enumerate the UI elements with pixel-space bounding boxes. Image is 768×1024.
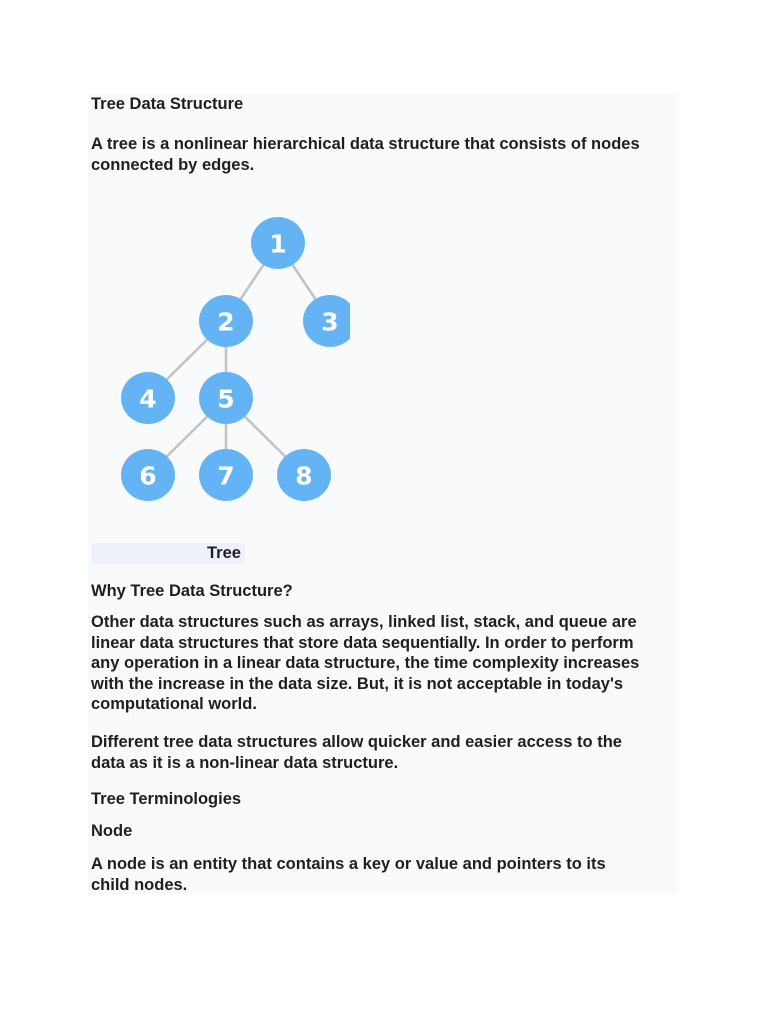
advantage-paragraph bbox=[91, 732, 622, 773]
tree-node-label: 6 bbox=[139, 461, 157, 491]
tree-node-5 bbox=[199, 372, 253, 424]
tree-node-label: 8 bbox=[295, 461, 313, 491]
node-heading: Node bbox=[91, 822, 133, 840]
tree-diagram bbox=[110, 205, 350, 505]
tree-node-label: 5 bbox=[217, 384, 235, 414]
intro-line: A tree is a nonlinear hierarchical data structure that consists of nodes bbox=[91, 135, 640, 153]
tree-edges bbox=[148, 243, 330, 475]
tree-node-label: 1 bbox=[269, 229, 287, 259]
tree-nodes bbox=[121, 217, 350, 501]
tree-node-8 bbox=[277, 449, 331, 501]
why-heading: Why Tree Data Structure? bbox=[91, 582, 293, 600]
intro-line: connected by edges. bbox=[91, 155, 255, 174]
page-title: Tree Data Structure bbox=[91, 95, 244, 113]
tree-node-label: 4 bbox=[139, 384, 157, 414]
why-line: any operation in a linear data structure, the time complexity increases bbox=[91, 654, 640, 672]
why-paragraph bbox=[91, 612, 639, 715]
advantage-line: data as it is a non-linear data structure. bbox=[91, 753, 399, 772]
node-line: A node is an entity that contains a key or value and pointers to its bbox=[91, 855, 606, 873]
why-line: computational world. bbox=[91, 695, 257, 713]
tree-node-3 bbox=[303, 295, 350, 347]
figure-caption: Tree bbox=[207, 544, 241, 562]
tree-node-6 bbox=[121, 449, 175, 501]
tree-node-label: 7 bbox=[217, 461, 235, 491]
why-line: with the increase in the data size. But, it is not acceptable in today's bbox=[91, 674, 624, 693]
why-line: Other data structures such as arrays, linked list, stack, and queue are bbox=[91, 613, 637, 631]
intro-paragraph bbox=[91, 134, 640, 175]
tree-node-label: 3 bbox=[321, 307, 339, 337]
terminology-heading: Tree Terminologies bbox=[91, 790, 242, 808]
tree-node-4 bbox=[121, 372, 175, 424]
tree-node-1 bbox=[251, 217, 305, 269]
node-paragraph bbox=[91, 854, 606, 895]
node-line: child nodes. bbox=[91, 875, 188, 894]
tree-node-label: 2 bbox=[217, 307, 235, 337]
tree-node-2 bbox=[199, 295, 253, 347]
why-line: linear data structures that store data sequentially. In order to perform bbox=[91, 633, 634, 652]
tree-node-7 bbox=[199, 449, 253, 501]
advantage-line: Different tree data structures allow quicker and easier access to the bbox=[91, 733, 622, 751]
